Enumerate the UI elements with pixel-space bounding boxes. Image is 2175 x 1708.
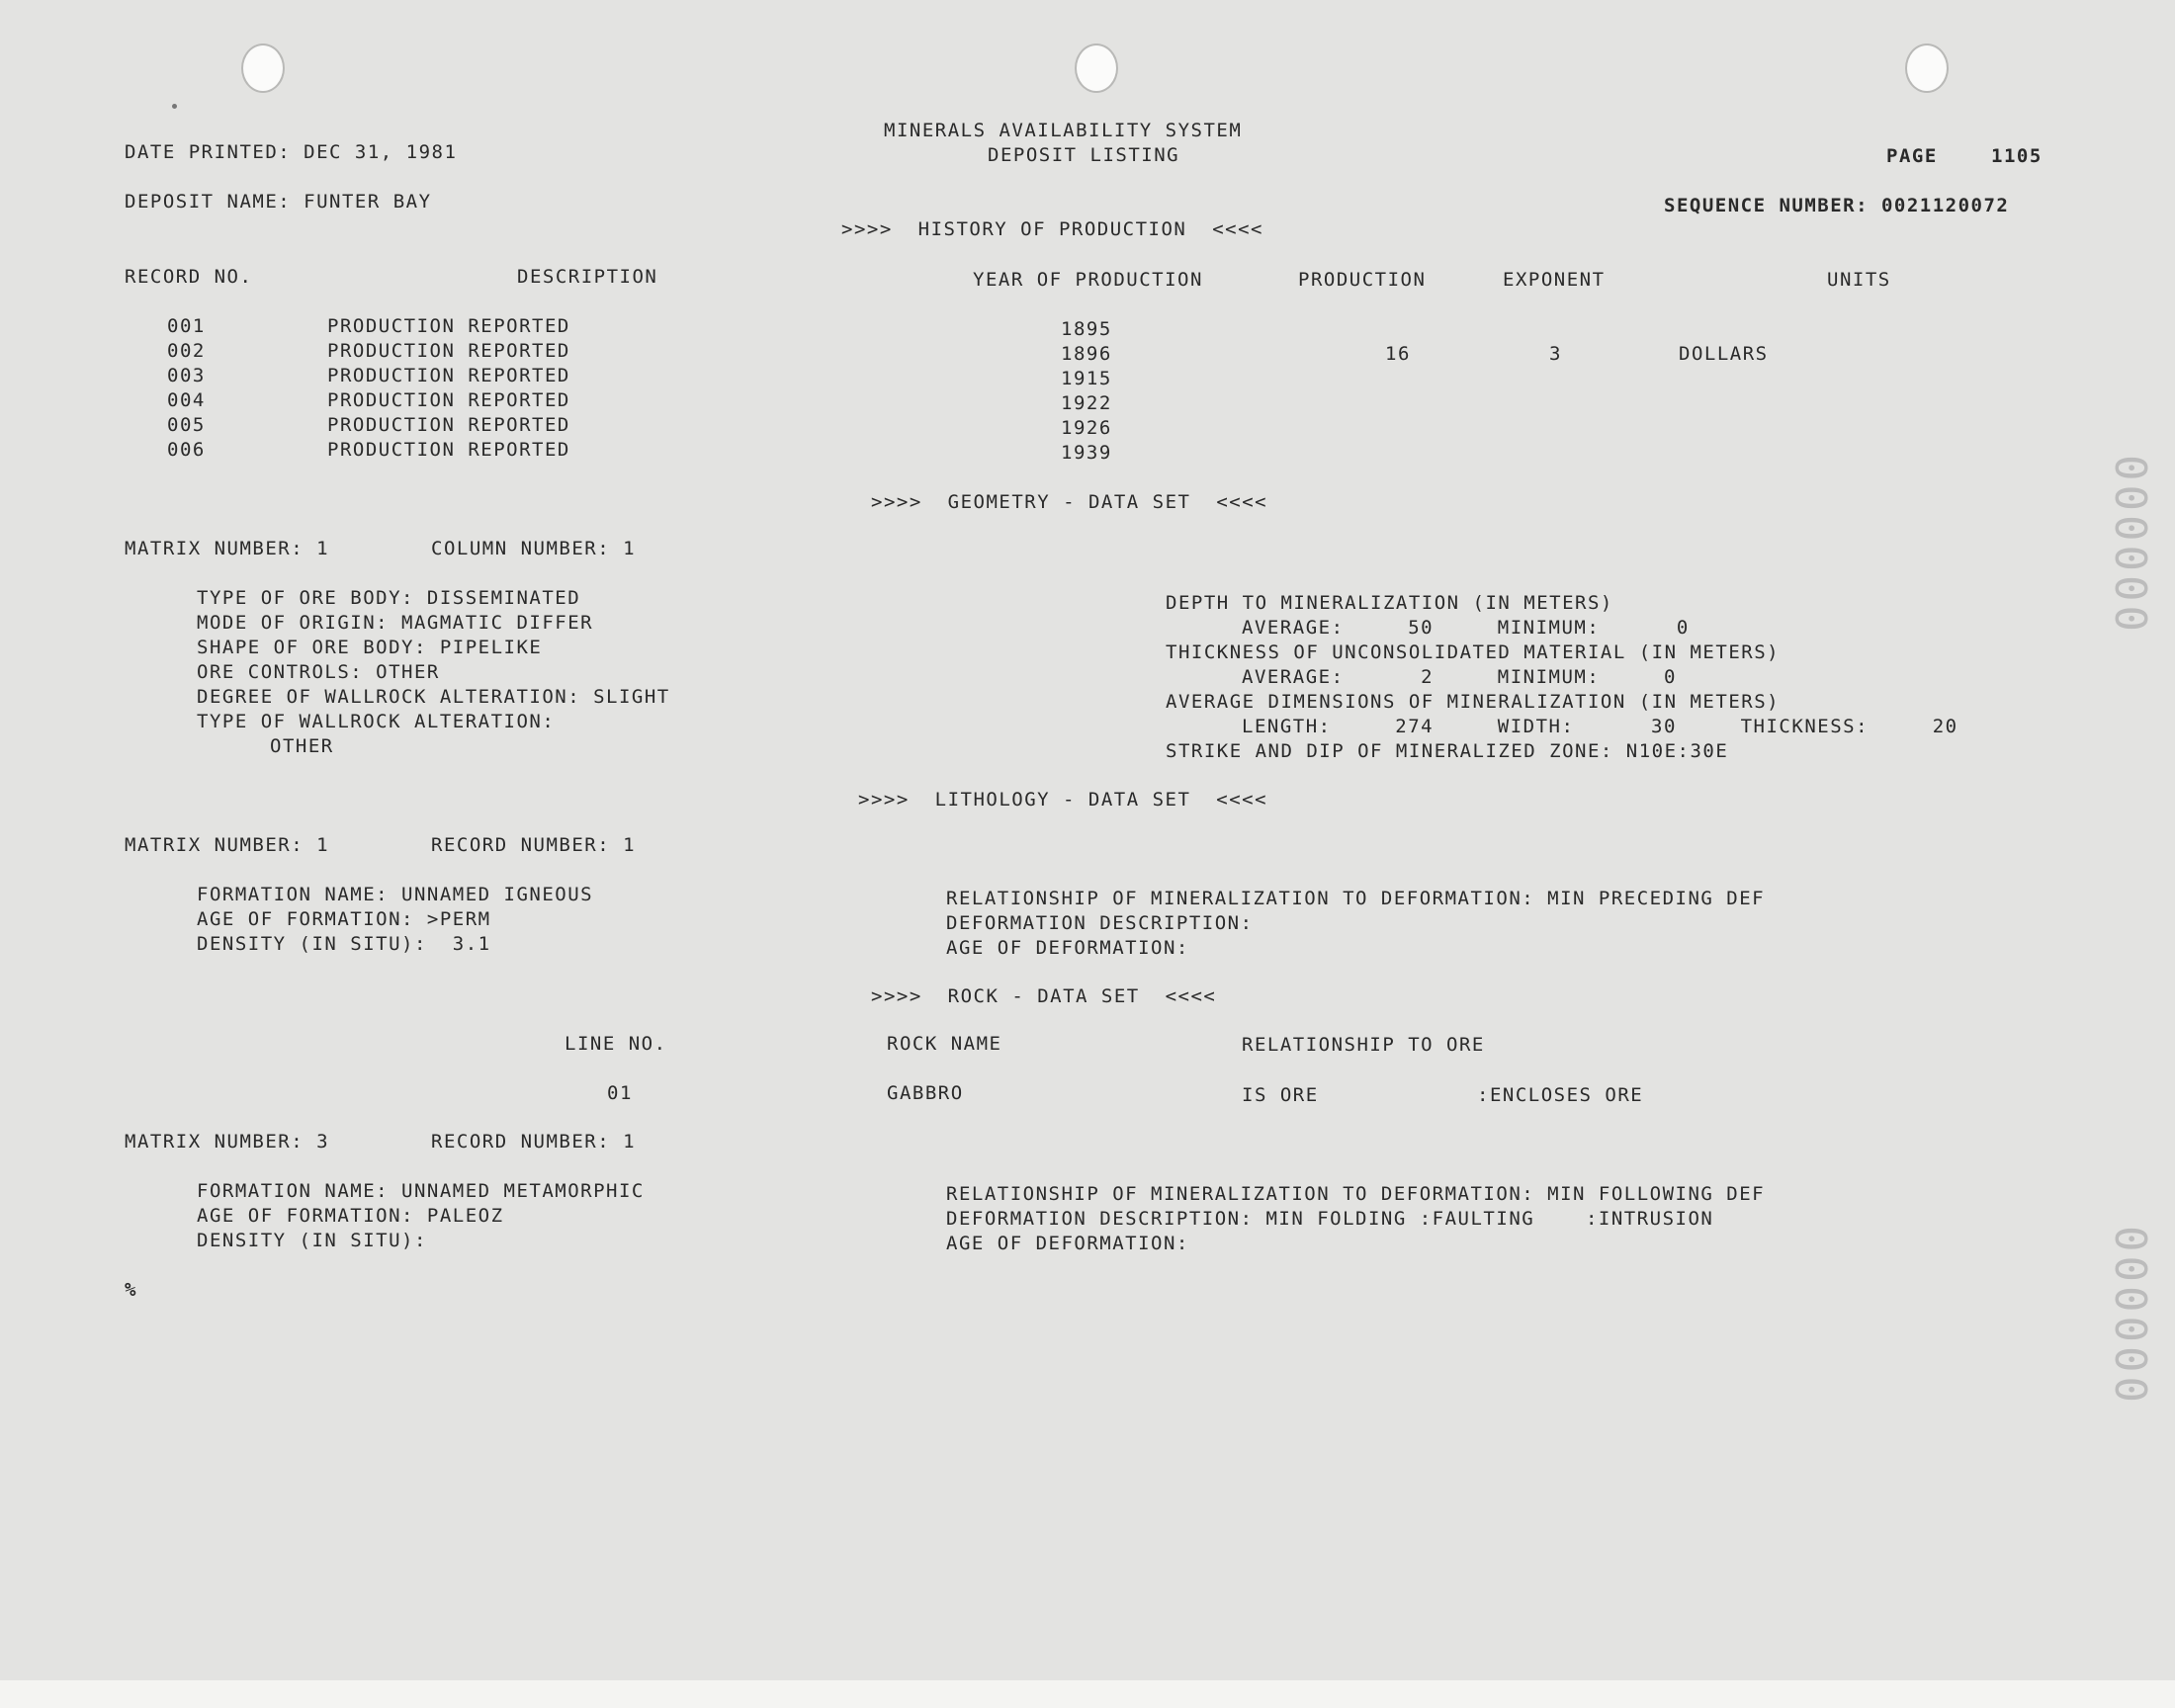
formation-name: FORMATION NAME: UNNAMED IGNEOUS	[197, 884, 594, 905]
dimensions-values: LENGTH: 274 WIDTH: 30 THICKNESS: 20	[1242, 716, 1958, 737]
ore-controls: ORE CONTROLS: OTHER	[197, 661, 440, 683]
deformation-description: DEFORMATION DESCRIPTION:	[946, 912, 1254, 934]
geometry-section-title: >>>> GEOMETRY - DATA SET <<<<	[871, 491, 1268, 513]
system-title: MINERALS AVAILABILITY SYSTEM	[884, 120, 1243, 141]
record-no: 005	[167, 414, 206, 436]
description: PRODUCTION REPORTED	[327, 315, 570, 337]
mineralization-relationship: RELATIONSHIP OF MINERALIZATION TO DEFORMATION: MIN FOLLOWING DEF	[946, 1183, 1766, 1205]
date-printed: DATE PRINTED: DEC 31, 1981	[125, 141, 458, 163]
page-label: PAGE	[1886, 145, 1938, 167]
lithology-record-number: RECORD NUMBER: 1	[431, 1131, 637, 1153]
density: DENSITY (IN SITU): 3.1	[197, 933, 491, 955]
binder-hole-center	[1075, 43, 1118, 93]
relationship-to-ore: IS ORE	[1242, 1084, 1319, 1106]
footer-mark: %	[125, 1279, 137, 1301]
density: DENSITY (IN SITU):	[197, 1230, 427, 1251]
line-no: 01	[607, 1082, 633, 1104]
mineralization-relationship: RELATIONSHIP OF MINERALIZATION TO DEFORMATION: MIN PRECEDING DEF	[946, 888, 1766, 909]
ore-body-type: TYPE OF ORE BODY: DISSEMINATED	[197, 587, 581, 609]
col-description: DESCRIPTION	[517, 266, 658, 288]
geometry-matrix-number: MATRIX NUMBER: 1	[125, 538, 330, 559]
production-section-title: >>>> HISTORY OF PRODUCTION <<<<	[841, 218, 1263, 240]
description: PRODUCTION REPORTED	[327, 389, 570, 411]
col-line-no: LINE NO.	[565, 1033, 667, 1055]
listing-title: DEPOSIT LISTING	[988, 144, 1180, 166]
col-year: YEAR OF PRODUCTION	[973, 269, 1203, 291]
record-no: 002	[167, 340, 206, 362]
lithology-matrix-number: MATRIX NUMBER: 3	[125, 1131, 330, 1153]
formation-name: FORMATION NAME: UNNAMED METAMORPHIC	[197, 1180, 645, 1202]
wallrock-alteration-value: OTHER	[270, 735, 334, 757]
year: 1895	[1061, 318, 1112, 340]
year: 1939	[1061, 442, 1112, 464]
year: 1915	[1061, 368, 1112, 389]
margin-stamp: 000000	[2105, 455, 2155, 636]
year: 1922	[1061, 392, 1112, 414]
col-rock-name: ROCK NAME	[887, 1033, 1002, 1055]
description: PRODUCTION REPORTED	[327, 414, 570, 436]
description: PRODUCTION REPORTED	[327, 365, 570, 386]
col-production: PRODUCTION	[1298, 269, 1427, 291]
record-no: 001	[167, 315, 206, 337]
formation-age: AGE OF FORMATION: PALEOZ	[197, 1205, 504, 1227]
ore-body-shape: SHAPE OF ORE BODY: PIPELIKE	[197, 637, 543, 658]
record-no: 004	[167, 389, 206, 411]
deposit-name: DEPOSIT NAME: FUNTER BAY	[125, 191, 432, 213]
deformation-age: AGE OF DEFORMATION:	[946, 937, 1189, 959]
strike-and-dip: STRIKE AND DIP OF MINERALIZED ZONE: N10E:30E	[1166, 740, 1729, 762]
thickness-heading: THICKNESS OF UNCONSOLIDATED MATERIAL (IN METERS)	[1166, 641, 1781, 663]
formation-age: AGE OF FORMATION: >PERM	[197, 908, 491, 930]
production-value: 16	[1385, 343, 1411, 365]
depth-values: AVERAGE: 50 MINIMUM: 0	[1242, 617, 1690, 639]
binder-hole-left	[241, 43, 285, 93]
margin-stamp: 000000	[2105, 1226, 2155, 1407]
geometry-column-number: COLUMN NUMBER: 1	[431, 538, 637, 559]
relationship-to-ore-secondary: :ENCLOSES ORE	[1477, 1084, 1644, 1106]
exponent-value: 3	[1549, 343, 1562, 365]
year: 1926	[1061, 417, 1112, 439]
deformation-description: DEFORMATION DESCRIPTION: MIN FOLDING :FAULTING :INTRUSION	[946, 1208, 1714, 1230]
binder-hole-right	[1905, 43, 1949, 93]
deformation-age: AGE OF DEFORMATION:	[946, 1233, 1189, 1254]
col-exponent: EXPONENT	[1503, 269, 1606, 291]
wallrock-alteration-degree: DEGREE OF WALLROCK ALTERATION: SLIGHT	[197, 686, 670, 708]
units-value: DOLLARS	[1679, 343, 1769, 365]
mode-of-origin: MODE OF ORIGIN: MAGMATIC DIFFER	[197, 612, 594, 634]
description: PRODUCTION REPORTED	[327, 340, 570, 362]
thickness-values: AVERAGE: 2 MINIMUM: 0	[1242, 666, 1677, 688]
lithology-record-number: RECORD NUMBER: 1	[431, 834, 637, 856]
rock-section-title: >>>> ROCK - DATA SET <<<<	[871, 985, 1217, 1007]
speck	[172, 104, 177, 109]
record-no: 006	[167, 439, 206, 461]
lithology-matrix-number: MATRIX NUMBER: 1	[125, 834, 330, 856]
dimensions-heading: AVERAGE DIMENSIONS OF MINERALIZATION (IN METERS)	[1166, 691, 1781, 713]
wallrock-alteration-type: TYPE OF WALLROCK ALTERATION:	[197, 711, 556, 732]
page-number: 1105	[1991, 145, 2043, 167]
year: 1896	[1061, 343, 1112, 365]
record-no: 003	[167, 365, 206, 386]
col-units: UNITS	[1827, 269, 1891, 291]
lithology-section-title: >>>> LITHOLOGY - DATA SET <<<<	[858, 789, 1268, 811]
col-relationship-to-ore: RELATIONSHIP TO ORE	[1242, 1034, 1485, 1056]
depth-heading: DEPTH TO MINERALIZATION (IN METERS)	[1166, 592, 1613, 614]
col-record-no: RECORD NO.	[125, 266, 253, 288]
rock-name: GABBRO	[887, 1082, 964, 1104]
sequence-number: SEQUENCE NUMBER: 0021120072	[1664, 195, 2010, 216]
description: PRODUCTION REPORTED	[327, 439, 570, 461]
